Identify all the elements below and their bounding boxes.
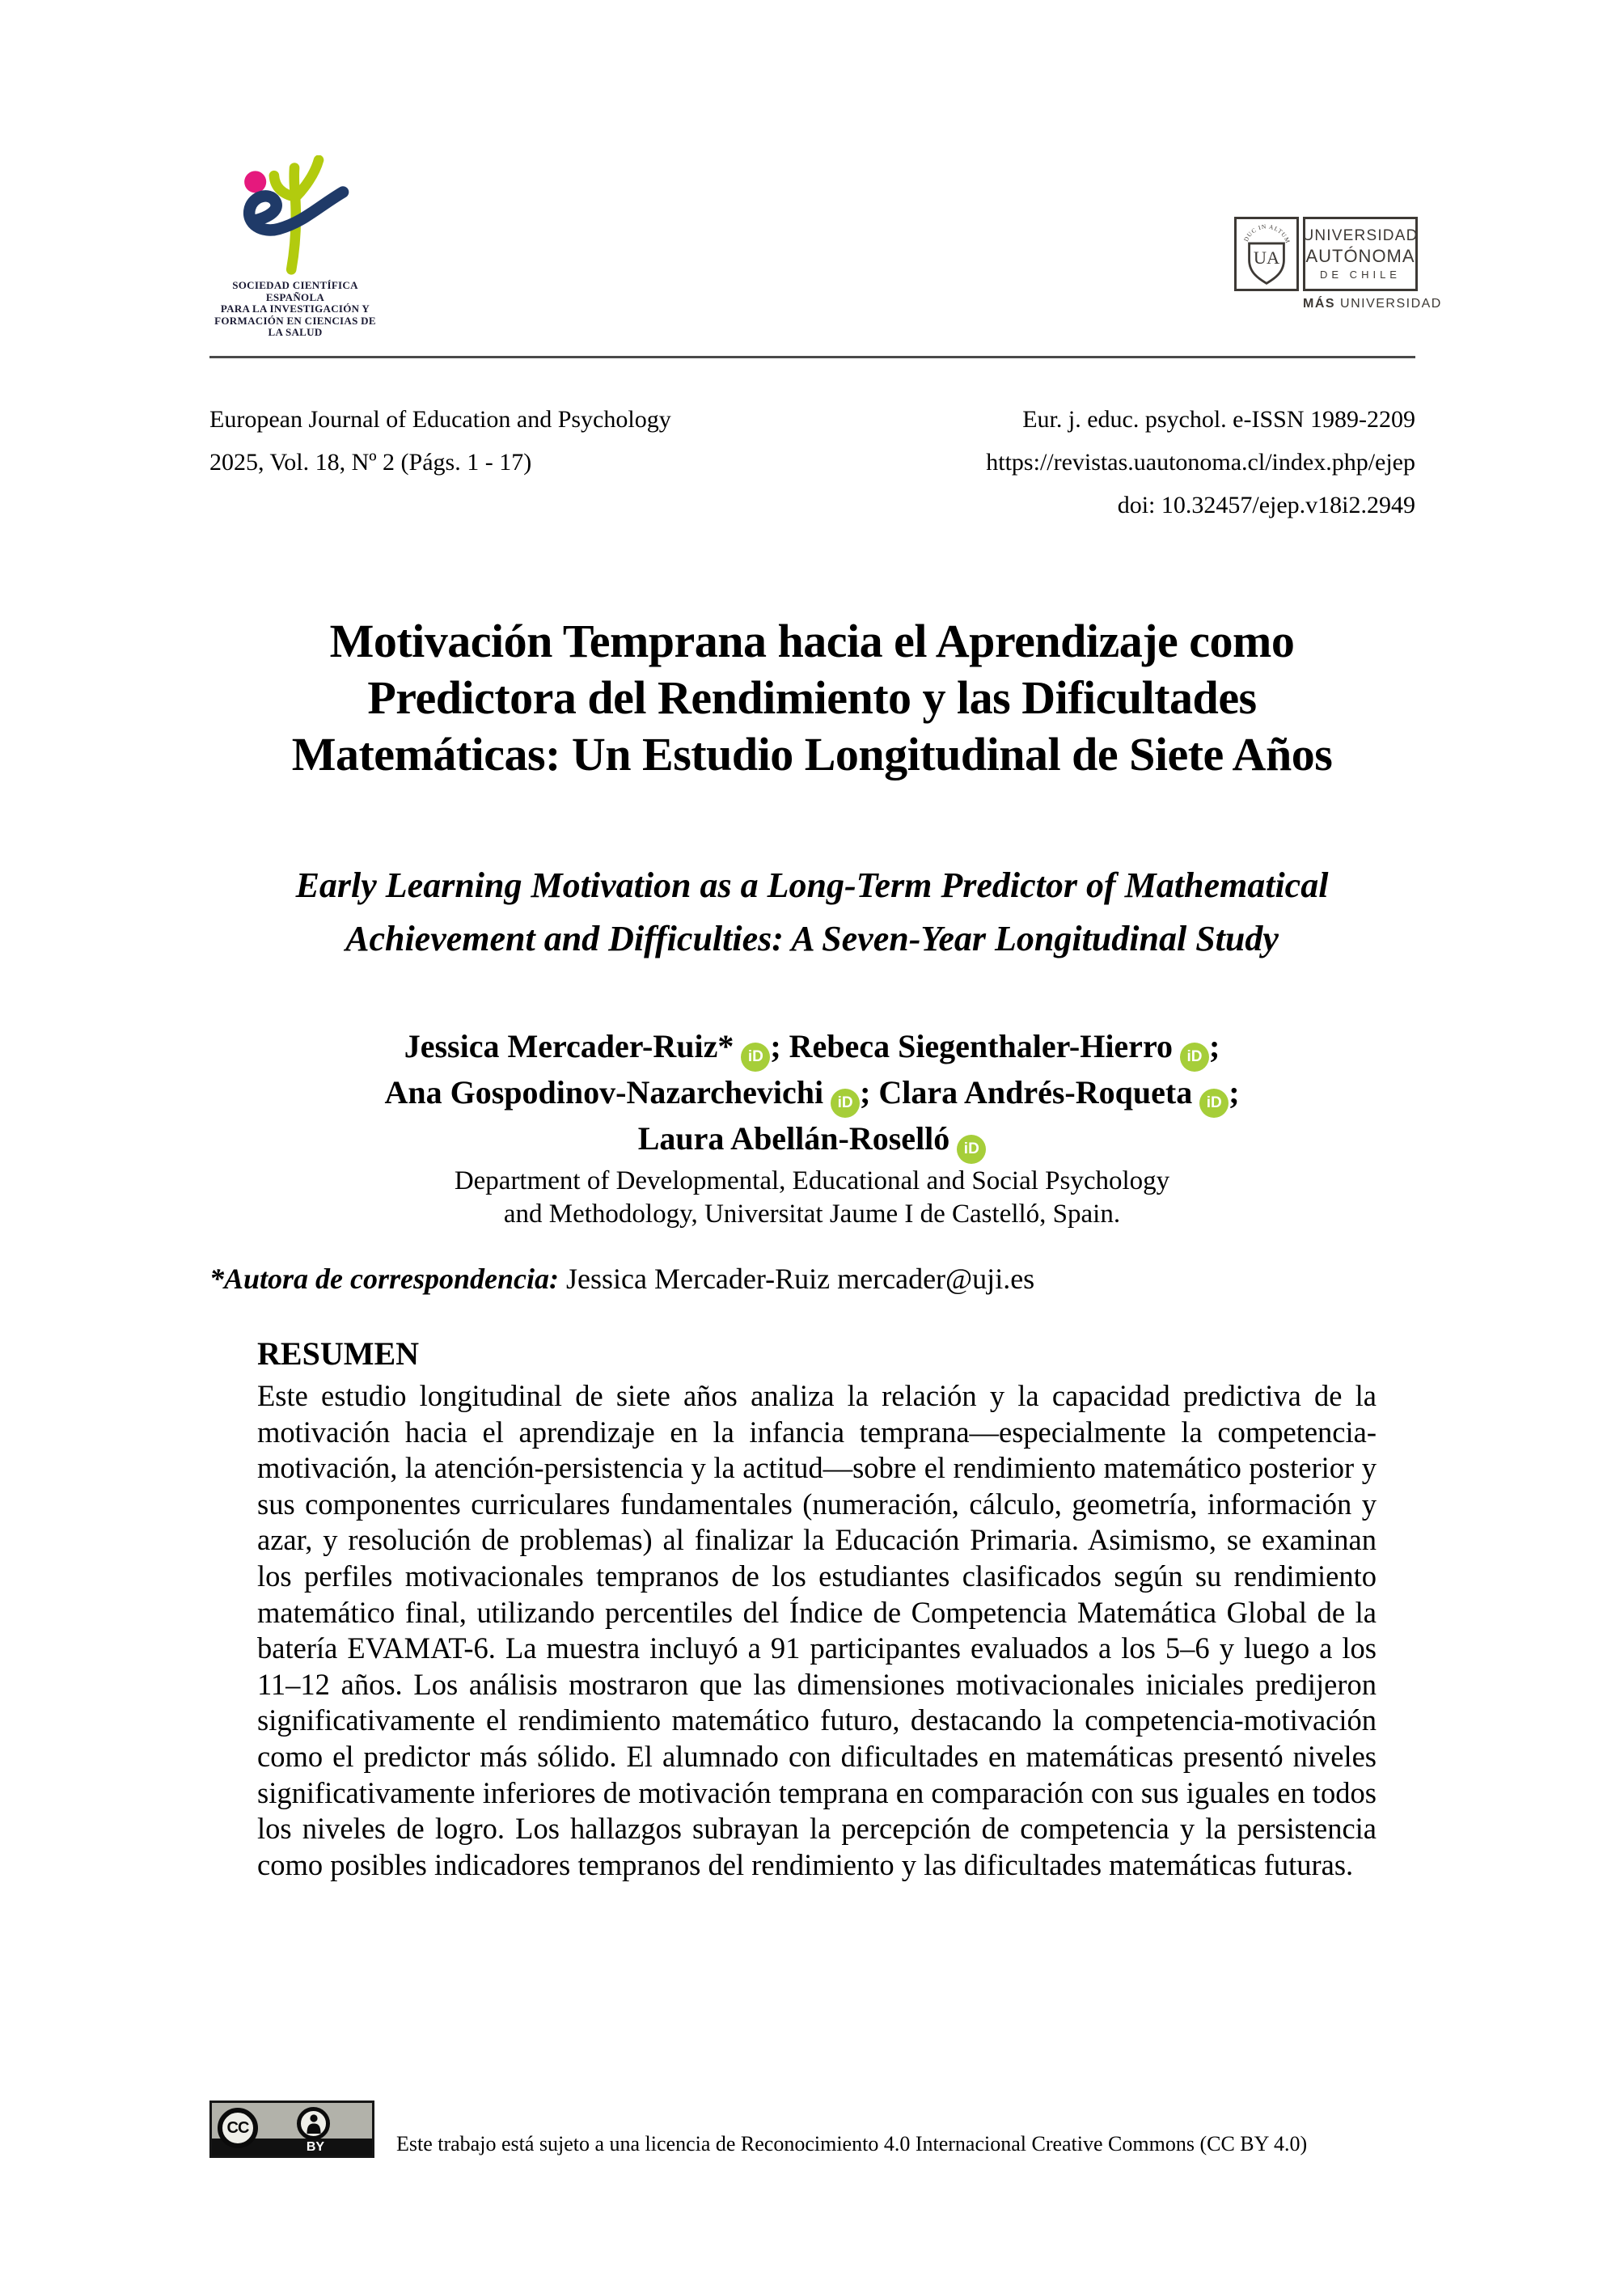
correspondence-line (209, 1262, 1034, 1296)
cc-by-label: BY (306, 2139, 325, 2154)
journal-ids (986, 398, 1415, 527)
article-title-es-line: Predictora del Rendimiento y las Dificultades (367, 671, 1257, 724)
cc-icon (218, 2108, 258, 2148)
ua-shield-box (1234, 217, 1299, 291)
abstract-heading: RESUMEN (257, 1335, 420, 1372)
article-title-es (205, 613, 1419, 783)
ua-name-line: AUTÓNOMA (1305, 246, 1415, 266)
author-separator: ; (1229, 1074, 1240, 1111)
society-name-line: PARA LA INVESTIGACIÓN Y (220, 302, 370, 315)
society-name-line: FORMACIÓN EN CIENCIAS DE (214, 314, 376, 327)
cc-label: CC (226, 2118, 249, 2137)
author-separator: ; (770, 1028, 781, 1064)
orcid-icon[interactable] (1180, 1043, 1209, 1072)
orcid-icon[interactable] (831, 1089, 860, 1118)
article-title-es-line: Motivación Temprana hacia el Aprendizaje como (329, 615, 1295, 667)
cc-by-badge[interactable] (209, 2101, 374, 2158)
journal-volume: 2025, Vol. 18, Nº 2 (Págs. 1 - 17) (209, 449, 532, 476)
author-line (205, 1072, 1419, 1118)
ua-shield-icon (1238, 221, 1295, 287)
journal-issn: Eur. j. educ. psychol. e-ISSN 1989-2209 (1022, 406, 1415, 433)
journal-title: European Journal of Education and Psychology (209, 406, 671, 433)
ua-name-line: DE CHILE (1320, 269, 1401, 281)
correspondence-label: *Autora de correspondencia: (209, 1263, 559, 1295)
svg-text:DUC IN ALTUM (1242, 222, 1292, 244)
orcid-icon-label: iD (963, 1140, 979, 1157)
journal-info (209, 398, 671, 527)
author-line (205, 1118, 1419, 1164)
society-logo (207, 155, 383, 339)
society-name (207, 280, 383, 339)
author-name: Ana Gospodinov-Nazarchevichi (384, 1074, 824, 1111)
orcid-icon-label: iD (1186, 1048, 1203, 1065)
header-divider (209, 356, 1415, 358)
journal-doi[interactable]: doi: 10.32457/ejep.v18i2.2949 (1117, 492, 1415, 518)
orcid-icon[interactable] (957, 1135, 986, 1164)
affiliation-line: and Methodology, Universitat Jaume I de Castelló, Spain. (503, 1199, 1121, 1229)
article-title-en-line: Achievement and Difficulties: A Seven-Year Longitudinal Study (345, 919, 1279, 958)
orcid-icon[interactable] (1199, 1089, 1229, 1118)
abstract-text: Este estudio longitudinal de siete años analiza la relación y la capacidad predictiva de la motivación hacia el aprendizaje en la infancia temprana—especialmente la competencia-motivación, la atención-persistencia y la actitud—sobre el rendimiento matemático posterior y sus componentes curriculares fundamentales (numeración, cálculo, geometría, información y azar, y resolución de problemas) al finalizar la Educación Primaria. Asimismo, se examinan los perfiles motivacionales tempranos de los estudiantes clasificados según su rendimiento matemático final, utilizando percentiles del Índice de Competencia Matemática Global de la batería EVAMAT-6. La muestra incluyó a 91 participantes evaluados a los 5–6 y luego a los 11–12 años. Los análisis mostraron que las dimensiones motivacionales iniciales predijeron significativamente el rendimiento matemático futuro, destacando la competencia-motivación como el predictor más sólido. El alumnado con dificultades en matemáticas presentó niveles significativamente inferiores de motivación temprana en comparación con sus iguales en todos los niveles de logro. Los hallazgos subrayan la percepción de competencia y la persistencia como posibles indicadores tempranos del rendimiento y las dificultades matemáticas futuras. (257, 1379, 1377, 1881)
ua-tagline (1303, 297, 1442, 311)
affiliation (205, 1165, 1419, 1231)
society-name-line: LA SALUD (268, 326, 323, 338)
author-name: Jessica Mercader-Ruiz* (404, 1028, 734, 1064)
attribution-person-icon (297, 2107, 330, 2140)
article-title-en-line: Early Learning Motivation as a Long-Term Predictor of Mathematical (295, 865, 1329, 905)
orcid-icon-label: iD (747, 1048, 763, 1065)
correspondence-email[interactable]: mercader@uji.es (837, 1263, 1035, 1295)
journal-url[interactable]: https://revistas.uautonoma.cl/index.php/ejep (986, 449, 1415, 476)
author-name: Rebeca Siegenthaler-Hierro (789, 1028, 1173, 1064)
university-logo (1234, 217, 1442, 311)
author-separator: ; (860, 1074, 871, 1111)
author-name: Clara Andrés-Roqueta (878, 1074, 1193, 1111)
author-separator: ; (1208, 1028, 1220, 1064)
correspondence-name: Jessica Mercader-Ruiz (566, 1263, 831, 1295)
author-line (205, 1026, 1419, 1072)
orcid-icon-label: iD (837, 1094, 853, 1111)
ua-tagline-rest: UNIVERSIDAD (1335, 297, 1442, 311)
society-logo-mark (225, 155, 366, 277)
author-list (205, 1026, 1419, 1164)
ua-name-line: UNIVERSIDAD (1302, 227, 1419, 244)
ua-initials: UA (1253, 247, 1280, 269)
orcid-icon-label: iD (1206, 1094, 1222, 1111)
logo-pink-dot (244, 171, 266, 192)
affiliation-line: Department of Developmental, Educational and Social Psychology (454, 1166, 1170, 1195)
license-text: Este trabajo está sujeto a una licencia de Reconocimiento 4.0 Internacional Creative Commons (CC BY 4.0) (396, 2132, 1308, 2156)
masthead (209, 398, 1415, 527)
ua-tagline-bold: MÁS (1303, 297, 1336, 311)
article-title-en (205, 859, 1419, 966)
article-title-es-line: Matemáticas: Un Estudio Longitudinal de Siete Años (291, 728, 1333, 781)
author-name: Laura Abellán-Roselló (637, 1120, 950, 1157)
ua-motto: DUC IN ALTUM (1241, 222, 1292, 245)
society-name-line: SOCIEDAD CIENTÍFICA ESPAÑOLA (232, 279, 358, 303)
orcid-icon[interactable] (741, 1043, 770, 1072)
ua-name-box (1303, 217, 1418, 291)
